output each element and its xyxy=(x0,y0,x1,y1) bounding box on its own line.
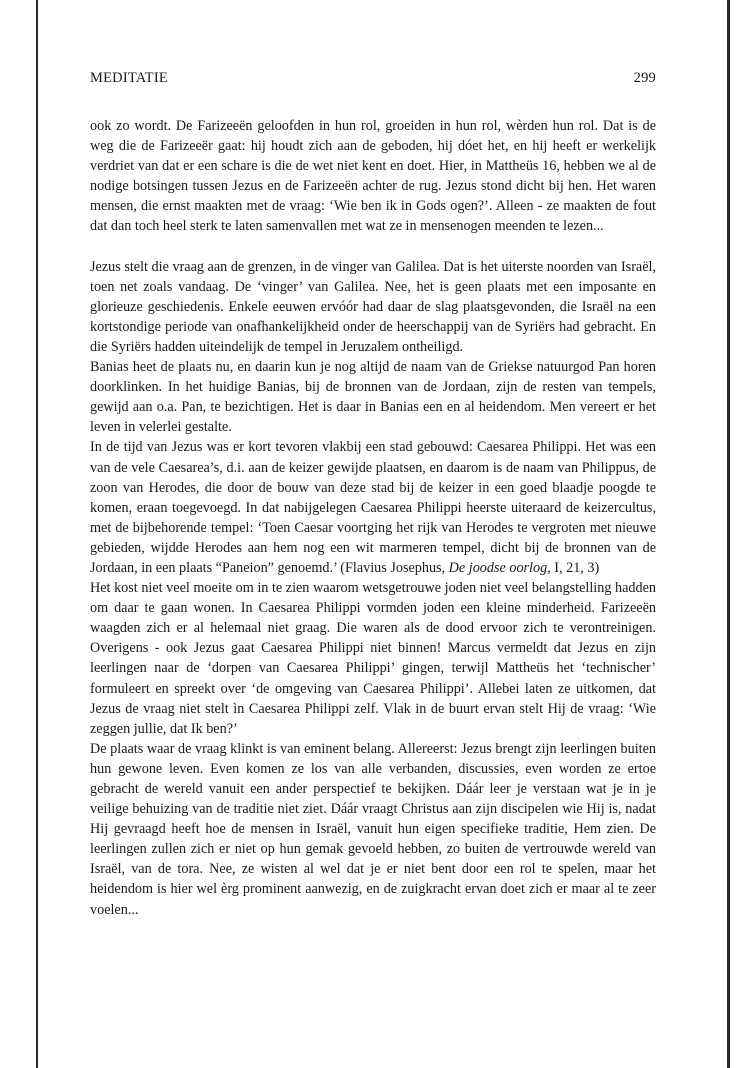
scan-edge-left xyxy=(36,0,38,1068)
page-number: 299 xyxy=(633,70,656,86)
paragraph-1: ook zo wordt. De Farizeeën geloofden in hun rol, groeiden in hun rol, wèrden hun rol. Dat is de weg die de Farizeeër gaat: hij houdt zich aan de geboden, hij dóet het, en hij heeft er werkelijk verdriet van dat er een schare is die de wet niet kent en doet. Hier, in Mattheüs 16, hebben we al de nodige botsingen tussen Jezus en de Farizeeën achter de rug. Jezus stond dicht bij hen. Het waren mensen, die ernst maakten met de vraag: ‘Wie ben ik in Gods ogen?’. Alleen - ze maakten de fout dat dan toch heel sterk te laten samenvallen met wat ze in mensenogen meenden te lezen... xyxy=(90,118,656,235)
book-title: De joodse oorlog xyxy=(448,559,548,576)
paragraph-4-citation: , I, 21, 3) xyxy=(547,559,600,576)
paragraph-6: De plaats waar de vraag klinkt is van eminent belang. Allereerst: Jezus brengt zijn leerlingen buiten hun gewone leven. Even komen ze los van alle verbanden, discussies, even worden ze ertoe gebracht de wereld vanuit een ander perspectief te bekijken. Dáár leer je verstaan wat je in je veilige behuizing van de traditie niet ziet. Dáár vraagt Christus aan zijn discipelen wie Hij is, nadat Hij gevraagd heeft hoe de mensen in Israël, vanuit hun eigen specifieke traditie, Hem zien. De leerlingen zullen zich er niet op hun gemak gevoeld hebben, zo buiten de vertrouwde wereld van Israël, van de tora. Nee, ze wisten al wel dat je er niet bent door een rol te spelen, maar het heidendom is hier wel èrg prominent aanwezig, en de zuigkracht ervan doet zich er maar al te zeer voelen... xyxy=(90,740,656,918)
paragraph-3: Banias heet de plaats nu, en daarin kun je nog altijd de naam van de Griekse natuurgod Pan horen doorklinken. In het huidige Banias, bij de bronnen van de Jordaan, zijn de resten van tempels, gewijd aan o.a. Pan, te bezichtigen. Het is daar in Banias een en al heidendom. Men vereert er het leven in velerlei gestalte. xyxy=(90,359,656,436)
paragraph-2: Jezus stelt die vraag aan de grenzen, in de vinger van Galilea. Dat is het uiterste noorden van Israël, toen net zoals vandaag. De ‘vinger’ van Galilea. Nee, het is geen plaats met een imposante en glorieuze geschiedenis. Enkele eeuwen ervóór had daar de slag plaatsgevonden, die Israël na een kortstondige periode van onafhankelijkheid onder de heerschappij van de Syriërs had gebracht. En die Syriërs hadden uiteindelijk de tempel in Jeruzalem ontheiligd. xyxy=(90,258,656,355)
scan-edge-right xyxy=(727,0,730,1068)
paragraph-5: Het kost niet veel moeite om in te zien waarom wetsgetrouwe joden niet veel belangstelling hadden om daar te gaan wonen. In Caesarea Philippi vormden joden een kleine minderheid. Farizeeën waagden zich er al helemaal niet graag. Die waren als de dood ervoor zich te verontreinigen. Overigens - ook Jezus gaat Caesarea Philippi niet binnen! Marcus vermeldt dat Jezus en zijn leerlingen naar de ‘dorpen van Caesarea Philippi’ gingen, terwijl Mattheüs het ‘technischer’ formuleert en spreekt over ‘de omgeving van Caesarea Philippi’. Allebei laten ze uitkomen, dat Jezus de vraag niet stelt ìn Caesarea Philippi zelf. Vlak in de buurt ervan stelt Hij de vraag: ‘Wie zeggen jullie, dat Ik ben?’ xyxy=(90,580,656,737)
running-title: MEDITATIE xyxy=(90,70,168,86)
paragraph-4 xyxy=(90,437,656,578)
body-text xyxy=(90,116,656,920)
paragraph-4-text: In de tijd van Jezus was er kort tevoren vlakbij een stad gebouwd: Caesarea Philippi. Het was een van de vele Caesarea’s, d.i. aan de keizer gewijde plaatsen, en daarom is de naam van Philippus, de zoon van Herodes, die door de bouw van deze stad bij de keizer in een goed blaadje poogde te komen, eraan toegevoegd. In dat nabijgelegen Caesarea Philippi heerste uiteraard de keizercultus, met de bijbehorende tempel: ‘Toen Caesar voortging het rijk van Herodes te vergroten met nieuwe gebieden, wijdde Herodes aan hem nog een wit marmeren tempel, dicht bij de bronnen van de Jordaan, in een plaats “Paneion” genoemd.’ (Flavius Josephus, xyxy=(90,439,656,576)
running-header xyxy=(90,70,656,90)
